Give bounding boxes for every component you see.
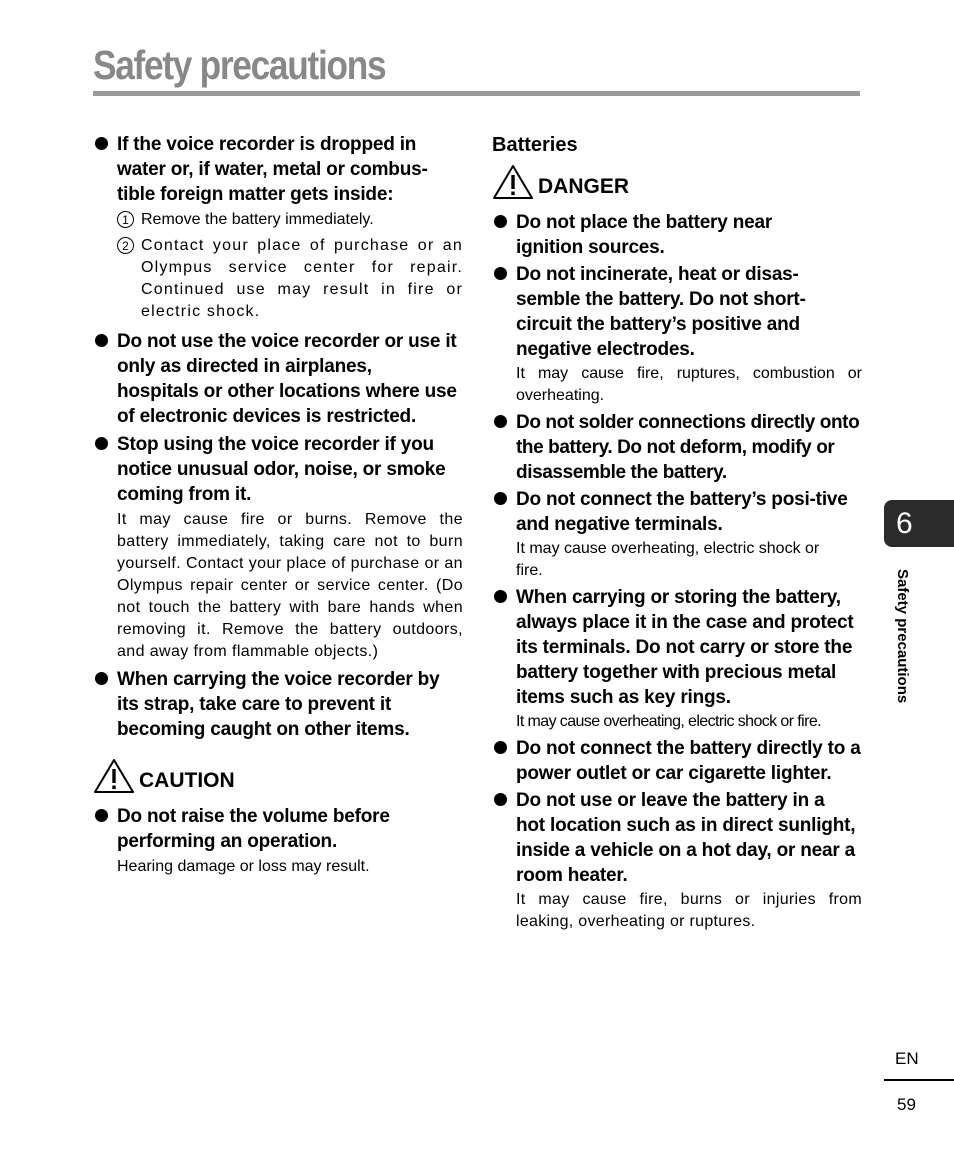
item-body: It may cause fire or burns. Remove the battery immediately, taking care not to burn yourself. Contact your place of purchase or an Olympus repair center or service center. (Do not touch the battery with bare hands when removing it. Remove the battery outdoors, and away from flammable objects.) <box>117 511 463 660</box>
caution-heading <box>93 758 463 794</box>
step-item <box>117 209 463 231</box>
item-body: It may cause fire, burns or injuries from leaking, overheating or ruptures. <box>516 891 862 930</box>
list-item <box>492 487 862 582</box>
danger-label: DANGER <box>538 175 630 198</box>
bullet-icon <box>95 809 108 822</box>
step-item <box>117 235 463 323</box>
bullet-icon <box>494 590 507 603</box>
page-number: 59 <box>897 1095 916 1114</box>
list-item <box>93 667 463 742</box>
step-number: 2 <box>117 237 134 254</box>
bullet-icon <box>494 793 507 806</box>
bullet-icon <box>95 334 108 347</box>
item-heading: Do not use the voice recorder or use it only as directed in airplanes, hospitals or other locations where use of electronic devices is restricted. <box>117 331 457 427</box>
list-item <box>492 410 862 485</box>
warning-triangle-icon <box>93 758 135 794</box>
list-item <box>492 736 862 786</box>
bullet-icon <box>494 492 507 505</box>
item-heading: Do not solder connections directly onto the battery. Do not deform, modify or disassemble the battery. <box>516 412 860 483</box>
item-heading: Do not place the battery near ignition sources. <box>516 212 773 258</box>
list-item <box>492 262 862 407</box>
caution-label: CAUTION <box>139 769 235 792</box>
right-column <box>492 132 862 933</box>
list-item <box>93 132 463 323</box>
title-underline <box>93 91 860 96</box>
bullet-icon <box>95 437 108 450</box>
item-body: Hearing damage or loss may result. <box>117 858 370 875</box>
item-heading: If the voice recorder is dropped in water or, if water, metal or combus-tible foreign matter gets inside: <box>117 134 428 205</box>
item-heading: Do not connect the battery directly to a power outlet or car cigarette lighter. <box>516 738 861 784</box>
chapter-label: Safety precautions <box>894 569 911 704</box>
item-heading: Do not incinerate, heat or disas-semble the battery. Do not short-circuit the battery’s positive and negative electrodes. <box>516 264 806 360</box>
item-body: It may cause overheating, electric shock or fire. <box>516 540 820 579</box>
step-text: Contact your place of purchase or an Olympus service center for repair. Continued use may result in fire or electric shock. <box>141 237 463 320</box>
step-text: Remove the battery immediately. <box>141 211 374 228</box>
item-heading: Do not use or leave the battery in a hot location such as in direct sunlight, inside a vehicle on a hot day, or near a room heater. <box>516 790 856 886</box>
chapter-tab: 6 <box>884 500 954 547</box>
list-item <box>93 432 463 663</box>
list-item <box>492 788 862 933</box>
bullet-icon <box>494 741 507 754</box>
bullet-icon <box>494 267 507 280</box>
section-heading: Batteries <box>492 134 578 156</box>
footer-rule <box>884 1079 954 1081</box>
danger-heading <box>492 164 862 200</box>
item-heading: When carrying the voice recorder by its strap, take care to prevent it becoming caught on other items. <box>117 669 440 740</box>
list-item <box>93 804 463 878</box>
list-item <box>93 329 463 429</box>
step-number: 1 <box>117 211 134 228</box>
bullet-icon <box>494 215 507 228</box>
item-heading: Do not connect the battery’s posi-tive and negative terminals. <box>516 489 848 535</box>
bullet-icon <box>95 672 108 685</box>
list-item <box>492 585 862 733</box>
bullet-icon <box>494 415 507 428</box>
warning-triangle-icon <box>492 164 534 200</box>
page-title: Safety precautions <box>93 42 386 88</box>
bullet-icon <box>95 137 108 150</box>
language-code: EN <box>895 1049 919 1068</box>
item-body: It may cause overheating, electric shock or fire. <box>516 713 821 730</box>
item-body: It may cause fire, ruptures, combustion or overheating. <box>516 365 862 404</box>
item-heading: Do not raise the volume before performing an operation. <box>117 806 390 852</box>
left-column <box>93 132 463 878</box>
list-item <box>492 210 862 260</box>
item-heading: When carrying or storing the battery, always place it in the case and protect its terminals. Do not carry or store the battery together with precious metal items such as key rings. <box>516 587 854 708</box>
item-heading: Stop using the voice recorder if you notice unusual odor, noise, or smoke coming from it. <box>117 434 446 505</box>
